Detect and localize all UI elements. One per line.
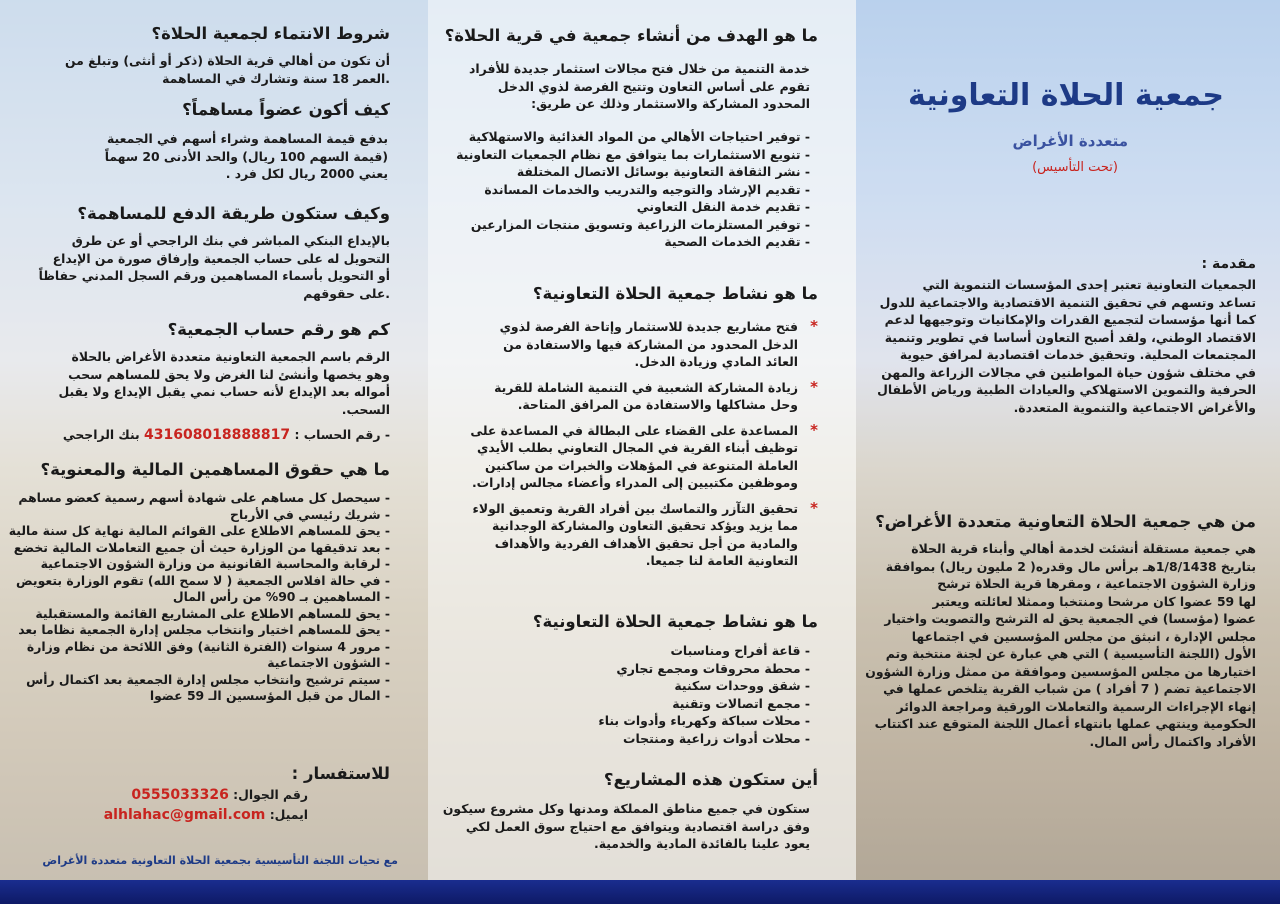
list-item: - قاعة أفراح ومناسبات (598, 642, 810, 660)
list-item: - الشؤون الاجتماعية (9, 655, 390, 672)
list-item: - المال من قبل المؤسسين الـ 59 عضوا (9, 688, 390, 705)
membership-panel (0, 0, 428, 880)
membership-text: أن تكون من أهالي قرية الحلاة (ذكر أو أنثى) وتبلغ من .العمر 18 سنة وتشارك في المساهمة (65, 53, 390, 86)
mobile-row (131, 786, 308, 805)
cover-panel (856, 0, 1280, 880)
brand-title: جمعية الحلاة التعاونية (908, 78, 1224, 113)
mobile-label: رقم الجوال: (233, 787, 308, 802)
list-item: - توفير المستلزمات الزراعية وتسويق منتجات المزارعين (456, 216, 810, 234)
brand-subtitle: متعددة الأغراض (1012, 132, 1128, 150)
list-item: * تحقيق التآزر والتماسك بين أفراد القرية وتعميق الولاء مما يزيد ويؤكد تحقيق التعاون والمشاركة الوجدانية والمادية من أجل تحقيق الأهداف الفردية والأهداف التعاونية العامة لنا جميعا. (468, 500, 818, 570)
account-heading: كم هو رقم حساب الجمعية؟ (167, 320, 390, 339)
goal-list (456, 128, 810, 251)
email-row (104, 806, 308, 825)
activity-heading: ما هو نشاط جمعية الحلاة التعاونية؟ (532, 284, 818, 303)
brand-note: (تحت التأسيس) (1032, 160, 1118, 175)
list-item: - نشر الثقافة التعاونية بوسائل الاتصال المختلفة (456, 163, 810, 181)
activity-list (468, 318, 818, 578)
list-item: * فتح مشاريع جديدة للاستثمار وإتاحة الفرصة لذوي الدخل المحدود من المشاركة فيها والاستفادة من العائد المادي وزيادة الدخل. (468, 318, 818, 371)
footer-note: مع تحيات اللجنة التأسيسية بجمعية الحلاة التعاونية متعددة الأغراض (42, 854, 398, 867)
list-item: - تقديم خدمة النقل التعاوني (456, 198, 810, 216)
list-item: - يحق للمساهم الاطلاع على القوائم المالية نهاية كل سنة مالية (9, 523, 390, 540)
list-item: - محلات أدوات زراعية ومنتجات (598, 730, 810, 748)
inquiry-heading: للاستفسار : (291, 764, 390, 783)
account-number-label: رقم الحساب : (294, 427, 381, 442)
account-text: الرقم باسم الجمعية التعاونية متعددة الأغراض بالحلاة وهو يخصها وأنشئ لنا الغرض ولا يحق للمساهم سحب أمواله بعد الإيداع لأنه حساب نمي يقبل الإيداع ولا يقبل السحب. (58, 349, 390, 417)
list-item: - لرقابة والمحاسبة القانونية من وزارة الشؤون الاجتماعية (9, 556, 390, 573)
list-item: - شريك رئيسي في الأرباح (9, 507, 390, 524)
membership-heading: شروط الانتماء لجمعية الحلاة؟ (151, 24, 390, 43)
list-item: - تقديم الخدمات الصحية (456, 233, 810, 251)
list-item: * المساعدة على القضاء على البطالة في المساعدة على توظيف أبناء القرية في المجال التعاوني بطلب الأيدي العاملة المتنوعة في المؤهلات والخبرات من ساكنين وموظفين مكتبيين إلى المدراء وأعضاء مجالس إدارات. (468, 422, 818, 492)
rights-list (9, 490, 390, 705)
goal-text: خدمة التنمية من خلال فتح مجالات استثمار جديدة للأفراد تقوم على أساس التعاون وتتيح الفرصة لذوي الدخل المحدود المشاركة والاستثمار وذلك عن طريق: (469, 61, 810, 111)
goals-panel (428, 0, 856, 880)
account-number-row: - رقم الحساب : 431608018888817 بنك الراجحي (62, 427, 390, 443)
footer-bar (0, 880, 1280, 904)
list-item: - محلات سباكة وكهرباء وأدوات بناء (598, 712, 810, 730)
goal-heading: ما هو الهدف من أنشاء جمعية في قرية الحلاة؟ (444, 26, 818, 45)
payment-text: بالإيداع البنكي المباشر في بنك الراجحي أو عن طرق التحويل له على حساب الجمعية وإرفاق صورة من الإيداع أو التحويل بأسماء المساهمين ورقم السجل المدني حفاظاً .على حقوقهم (38, 233, 390, 301)
list-item: - تنويع الاستثمارات بما يتوافق مع نظام الجمعيات التعاونية (456, 146, 810, 164)
where-text: ستكون في جميع مناطق المملكة ومدنها وكل مشروع سيكون وفق دراسة اقتصادية ويتوافق مع احتياج سوق العمل لكي يعود علينا بالفائدة المادية والخدمية. (442, 801, 810, 851)
payment-heading: وكيف ستكون طريقة الدفع للمساهمة؟ (77, 204, 390, 223)
list-item: * زيادة المشاركة الشعبية في التنمية الشاملة للقرية وحل مشاكلها والاستفادة من المرافق المتاحة. (468, 379, 818, 414)
where-heading: أين ستكون هذه المشاريع؟ (603, 770, 818, 789)
list-item: - تقديم الإرشاد والتوجيه والتدريب والخدمات المساندة (456, 181, 810, 199)
contrib-heading: كيف أكون عضواً مساهماً؟ (182, 100, 390, 119)
list-item: - شقق ووحدات سكنية (598, 677, 810, 695)
contrib-text: بدفع قيمة المساهمة وشراء أسهم في الجمعية (قيمة السهم 100 ريال) والحد الأدنى 20 سهماً يعني 2000 ريال لكل فرد . (104, 131, 388, 181)
email-label: ايميل: (269, 807, 308, 822)
intro-heading: مقدمة : (1201, 256, 1256, 272)
list-item: - يحق للمساهم الاطلاع على المشاريع القائمة والمستقبلية (9, 606, 390, 623)
account-number: 431608018888817 (143, 427, 291, 443)
list-item: - مرور 4 سنوات (الفترة الثانية) وفق اللائحة من نظام وزارة (9, 639, 390, 656)
list-item: - سيتم ترشيح وانتخاب مجلس إدارة الجمعية بعد اكتمال رأس (9, 672, 390, 689)
intro-text: الجمعيات التعاونية تعتبر إحدى المؤسسات التنموية التي تساعد وتسهم في تحقيق التنمية الاقتصادية والاجتماعية للدول كما أنها مؤسسات لتجميع القدرات والإمكانيات وتوجيهها لدعم الاقتصاد الوطني، ولقد أصبح التعاون أساسا في تطوير وتنمية المجتمعات المحلية. وتحقيق خدمات اقتصادية لمرافق حيوية في مختلف شؤون حياة المواطنين في مجالات الزراعة والمهن الحرفية والتموين الاستهلاكي والعيادات الطبية ورياض الأطفال والأغراض الاجتماعية والتنموية المتعددة. (877, 277, 1256, 415)
list-item: - في حالة افلاس الجمعية ( لا سمح الله) تقوم الوزارة بتعويض (9, 573, 390, 590)
list-item: - مجمع اتصالات وتقنية (598, 695, 810, 713)
about-text: هي جمعية مستقلة أنشئت لخدمة أهالي وأبناء قرية الحلاة بتاريخ 1/8/1438هـ برأس مال وقدره( 2 مليون ريال) بموافقة وزارة الشؤون الاجتماعية ، ومقرها قرية الحلاة ترشح لها 59 عضوا كان مرشحا ومنتخبا وممثلا لعائلته ويعتبر عضوا (مؤسسا) في الجمعية يحق له الترشح والتصويت واختيار مجلس الإدارة ، انبثق من مجلس المؤسسين في اجتماعها الأول (اللجنة التأسيسية ) التي هي عبارة عن لجنة منتخبة وتم اختيارها من مجلس المؤسسين وموافقة من ممثل وزارة الشؤون الاجتماعية تضم ( 7 أفراد ) من شباب القرية يتلخص عملها في إنهاء الإجراءات الرسمية والتعاملات الورقية ومراجعة الدوائر الحكومية وينتهي عملها بانتهاء أعمال اللجنة المتوقع عند اكتتاب الأفراد واكتمال رأس المال. (865, 541, 1256, 749)
list-item: - محطة محروقات ومجمع تجاري (598, 660, 810, 678)
list-item: - سيحصل كل مساهم على شهادة أسهم رسمية كعضو مساهم (9, 490, 390, 507)
activity2-list (598, 642, 810, 747)
about-heading: من هي جمعية الحلاة التعاونية متعددة الأغراض؟ (875, 512, 1256, 531)
activity2-heading: ما هو نشاط جمعية الحلاة التعاونية؟ (532, 612, 818, 631)
rights-heading: ما هي حقوق المساهمين المالية والمعنوية؟ (40, 460, 390, 479)
mobile-number[interactable]: 0555033326 (131, 787, 229, 803)
email-link[interactable]: alhlahac@gmail.com (103, 807, 266, 823)
list-item: - بعد تدقيقها من الوزارة حيث أن جميع التعاملات المالية تخضع (9, 540, 390, 557)
list-item: - يحق للمساهم اختيار وانتخاب مجلس إدارة الجمعية نظاما بعد (9, 622, 390, 639)
account-bank: بنك الراجحي (62, 427, 140, 442)
list-item: - المساهمين بـ 90% من رأس المال (9, 589, 390, 606)
list-item: - توفير احتياجات الأهالي من المواد الغذائية والاستهلاكية (456, 128, 810, 146)
